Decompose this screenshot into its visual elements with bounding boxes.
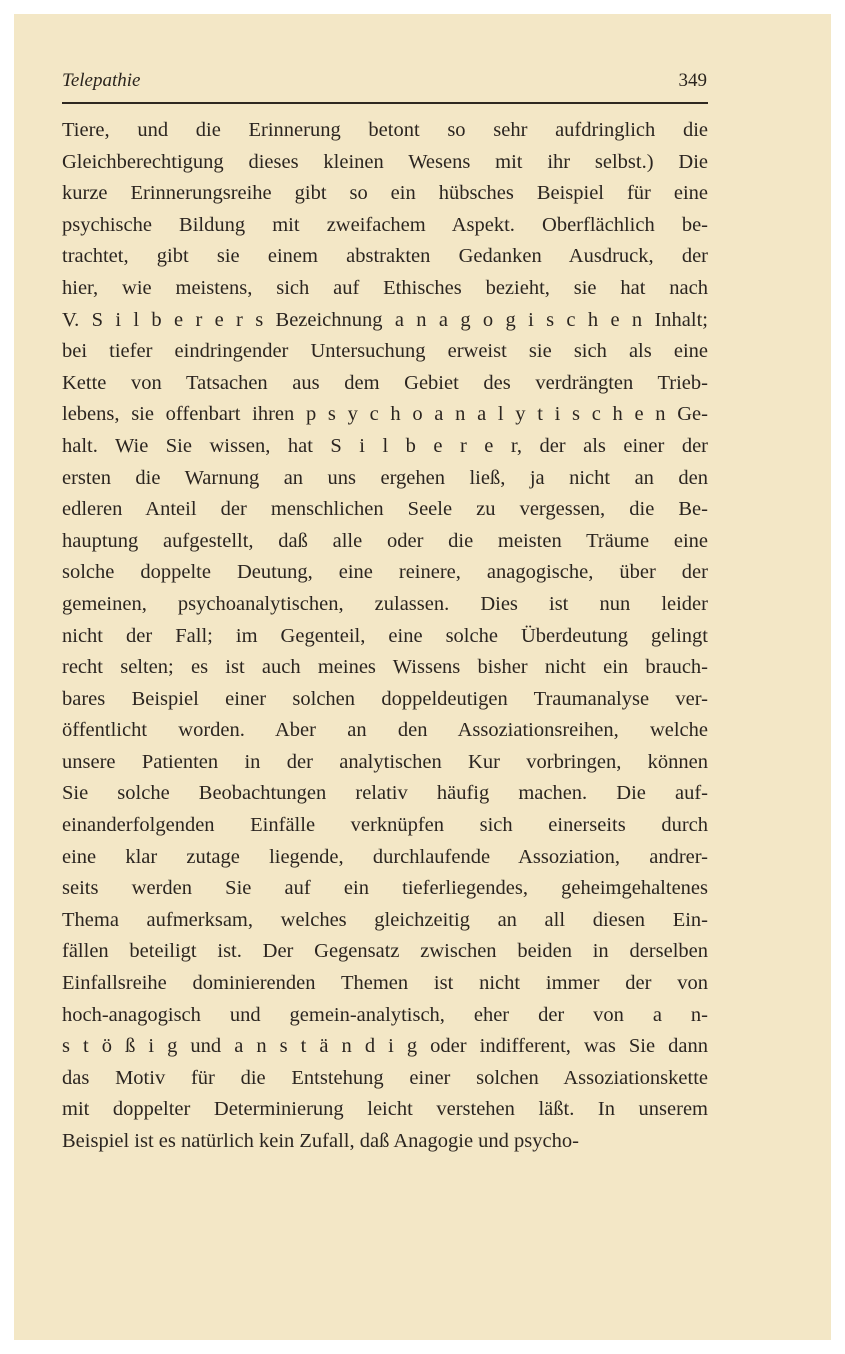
text-line: nicht der Fall; im Gegenteil, eine solche Überdeutung gelingt [62, 624, 708, 647]
page-number: 349 [678, 70, 707, 91]
text-line: Sie solche Beobachtungen relativ häufig machen. Die auf- [62, 782, 708, 805]
text-line: eine klar zutage liegende, durchlaufende Assoziation, andrer- [62, 845, 708, 868]
text-line: seits werden Sie auf ein tieferliegendes, geheimgehaltenes [62, 877, 708, 900]
text-line: Gleichberechtigung dieses kleinen Wesens mit ihr selbst.) Die [62, 150, 708, 173]
page-header [62, 64, 707, 104]
text-line: bei tiefer eindringender Untersuchung erweist sie sich als eine [62, 340, 708, 363]
running-title: Telepathie [62, 70, 141, 91]
text-line: gemeinen, psychoanalytischen, zulassen. Dies ist nun leider [62, 592, 708, 615]
text-line: hauptung aufgestellt, daß alle oder die meisten Träume eine [62, 529, 708, 552]
text-line: Einfallsreihe dominierenden Themen ist nicht immer der von [62, 972, 708, 995]
text-line: V. S i l b e r e r s Bezeichnung a n a g o g i s c h e n Inhalt; [62, 308, 708, 331]
header-rule [62, 102, 708, 104]
text-line: psychische Bildung mit zweifachem Aspekt. Oberflächlich be- [62, 213, 708, 236]
text-line: Thema aufmerksam, welches gleichzeitig an all diesen Ein- [62, 908, 708, 931]
text-line: hier, wie meistens, sich auf Ethisches bezieht, sie hat nach [62, 276, 708, 299]
text-line: recht selten; es ist auch meines Wissens bisher nicht ein brauch- [62, 656, 708, 679]
text-line: kurze Erinnerungsreihe gibt so ein hübsches Beispiel für eine [62, 182, 708, 205]
text-line: solche doppelte Deutung, eine reinere, anagogische, über der [62, 561, 708, 584]
text-line: mit doppelter Determinierung leicht verstehen läßt. In unserem [62, 1098, 708, 1121]
text-line: s t ö ß i g und a n s t ä n d i g oder indifferent, was Sie dann [62, 1035, 708, 1058]
text-line: lebens, sie offenbart ihren p s y c h o a n a l y t i s c h e n Ge- [62, 403, 708, 426]
body-text [62, 115, 708, 1158]
text-line: Beispiel ist es natürlich kein Zufall, daß Anagogie und psycho- [62, 1130, 579, 1152]
text-line: edleren Anteil der menschlichen Seele zu vergessen, die Be- [62, 498, 708, 521]
text-line: fällen beteiligt ist. Der Gegensatz zwischen beiden in derselben [62, 940, 708, 963]
text-line: unsere Patienten in der analytischen Kur vorbringen, können [62, 750, 708, 773]
text-line: hoch-anagogisch und gemein-analytisch, eher der von a n- [62, 1003, 708, 1026]
text-line: halt. Wie Sie wissen, hat S i l b e r e r, der als einer der [62, 434, 708, 457]
text-line: einanderfolgenden Einfälle verknüpfen sich einerseits durch [62, 814, 708, 837]
text-line: trachtet, gibt sie einem abstrakten Gedanken Ausdruck, der [62, 245, 708, 268]
text-line: das Motiv für die Entstehung einer solchen Assoziationskette [62, 1066, 708, 1089]
text-line: öffentlicht worden. Aber an den Assoziationsreihen, welche [62, 719, 708, 742]
text-line: Tiere, und die Erinnerung betont so sehr aufdringlich die [62, 119, 708, 141]
text-line: bares Beispiel einer solchen doppeldeutigen Traumanalyse ver- [62, 687, 708, 710]
text-line: ersten die Warnung an uns ergehen ließ, ja nicht an den [62, 466, 708, 489]
text-line: Kette von Tatsachen aus dem Gebiet des verdrängten Trieb- [62, 371, 708, 394]
